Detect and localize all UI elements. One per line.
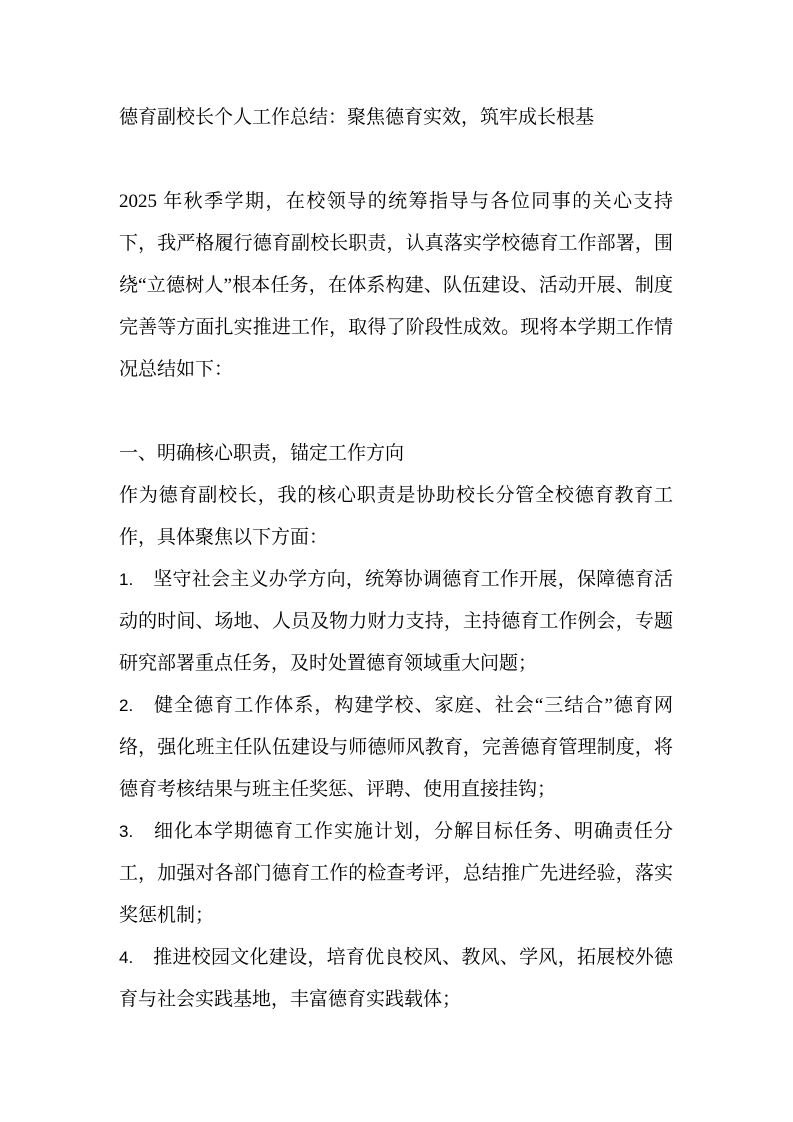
- document-title: 德育副校长个人工作总结：聚焦德育实效，筑牢成长根基: [119, 107, 595, 128]
- list-item-1-text: 坚守社会主义办学方向，统筹协调德育工作开展，保障德育活动的时间、场地、人员及物力财力支持，主持德育工作例会，专题研究部署重点任务，及时处置德育领域重大问题；: [119, 569, 673, 674]
- list-item-4-text: 推进校园文化建设，培育优良校风、教风、学风，拓展校外德育与社会实践基地，丰富德育实践载体；: [119, 947, 673, 1010]
- list-item-4: [119, 937, 673, 1021]
- document-content: [119, 97, 673, 1021]
- list-item-2: [119, 685, 673, 811]
- list-item-3-number: 3.: [119, 822, 134, 841]
- list-item-2-text: 健全德育工作体系，构建学校、家庭、社会“三结合”德育网络，强化班主任队伍建设与师德师风教育，完善德育管理制度，将德育考核结果与班主任奖惩、评聘、使用直接挂钩；: [119, 695, 673, 800]
- list-item-2-number: 2.: [119, 696, 134, 715]
- list-item-1-number: 1.: [119, 570, 134, 589]
- list-item-3-text: 细化本学期德育工作实施计划，分解目标任务、明确责任分工，加强对各部门德育工作的检查考评，总结推广先进经验，落实奖惩机制；: [119, 821, 673, 926]
- list-item-4-number: 4.: [119, 948, 134, 967]
- section-heading: 一、明确核心职责，锚定工作方向: [119, 443, 405, 464]
- list-item-1: [119, 559, 673, 685]
- intro-paragraph: 2025 年秋季学期，在校领导的统筹指导与各位同事的关心支持下，我严格履行德育副校长职责，认真落实学校德育工作部署，围绕“立德树人”根本任务，在体系构建、队伍建设、活动开展、制度完善等方面扎实推进工作，取得了阶段性成效。现将本学期工作情况总结如下：: [119, 191, 673, 380]
- list-item-3: [119, 811, 673, 937]
- section-lead-paragraph: 作为德育副校长，我的核心职责是协助校长分管全校德育教育工作，具体聚焦以下方面：: [119, 485, 673, 548]
